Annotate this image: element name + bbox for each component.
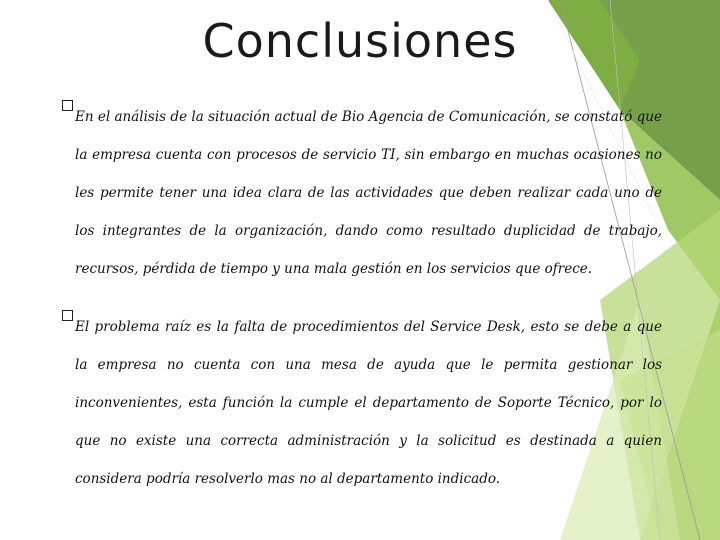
bullet-item-2: [62, 308, 662, 498]
square-bullet-icon: [62, 100, 73, 111]
square-bullet-icon: [62, 310, 73, 321]
slide-title: Conclusiones: [202, 14, 518, 68]
bullet-text-2: El problema raíz es la falta de procedimientos del Service Desk, esto se debe a que la empresa no cuenta con una mesa de ayuda que le permita gestionar los inconvenientes, esta función la cumple el departamento de Soporte Técnico, por lo que no existe una correcta administración y la solicitud es destinada a quien considera podría resolverlo mas no al departamento indicado.: [75, 319, 662, 487]
bullet-text-1: En el análisis de la situación actual de Bio Agencia de Comunicación, se constató que la empresa cuenta con procesos de servicio TI, sin embargo en muchas ocasiones no les permite tener una idea clara de las actividades que deben realizar cada uno de los integrantes de la organización, dando como resultado duplicidad de trabajo, recursos, pérdida de tiempo y una mala gestión en los servicios que ofrece.: [75, 109, 662, 277]
bullet-item-1: [62, 98, 662, 288]
